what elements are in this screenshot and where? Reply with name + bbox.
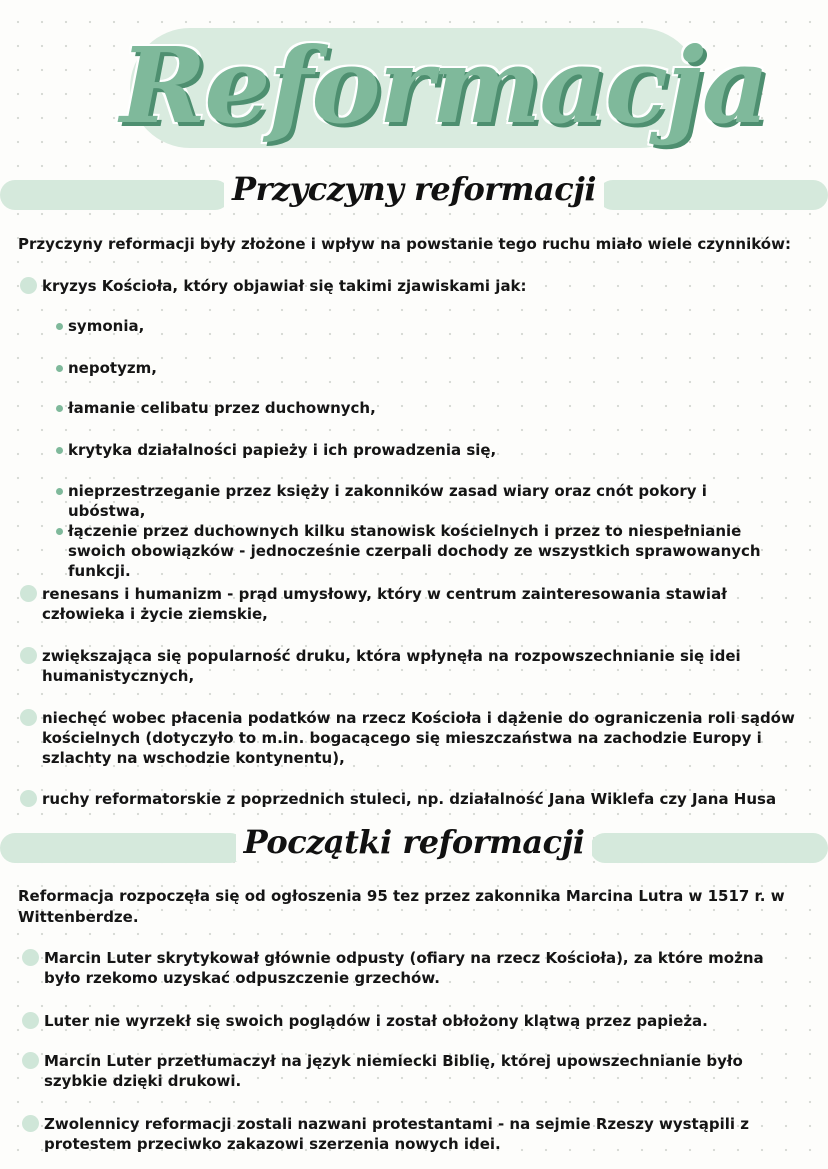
page-title: Reformacja	[120, 24, 768, 147]
bullet-dot	[22, 1012, 39, 1029]
list-item: renesans i humanizm - prąd umysłowy, który w centrum zainteresowania stawiał człowieka i życie ziemskie,	[42, 585, 727, 623]
list-item: Luter nie wyrzekł się swoich poglądów i został obłożony klątwą przez papieża.	[44, 1012, 708, 1030]
section-intro: Przyczyny reformacji były złożone i wpływ na powstanie tego ruchu miało wiele czynników:	[18, 235, 791, 253]
bullet-dot	[22, 1115, 39, 1132]
bullet-dot	[20, 790, 37, 807]
sub-bullet-dot	[56, 323, 63, 330]
sub-list-item: nieprzestrzeganie przez księży i zakonników zasad wiary oraz cnót pokory i ubóstwa,	[68, 482, 707, 520]
bullet-dot	[20, 277, 37, 294]
list-item: kryzys Kościoła, który objawiał się takimi zjawiskami jak:	[42, 277, 527, 295]
sub-bullet-dot	[56, 528, 63, 535]
list-item: ruchy reformatorskie z poprzednich stuleci, np. działalność Jana Wiklefa czy Jana Husa	[42, 790, 777, 808]
sub-list-item: nepotyzm,	[68, 359, 157, 377]
list-item: Zwolennicy reformacji zostali nazwani protestantami - na sejmie Rzeszy wystąpili z protestem przeciwko zakazowi szerzenia nowych idei.	[44, 1115, 749, 1153]
sub-list-item: łamanie celibatu przez duchownych,	[68, 399, 376, 417]
sub-list-item: krytyka działalności papieży i ich prowadzenia się,	[68, 441, 497, 459]
list-item: Marcin Luter skrytykował głównie odpusty (ofiary na rzecz Kościoła), za które można było rzekomo uzyskać odpuszczenie grzechów.	[44, 949, 764, 987]
bullet-dot	[22, 1052, 39, 1069]
section-heading-causes: Przyczyny reformacji	[0, 170, 828, 208]
sub-bullet-dot	[56, 365, 63, 372]
bullet-dot	[20, 709, 37, 726]
list-item: zwiększająca się popularność druku, która wpłynęła na rozpowszechnianie się idei humanistycznych,	[42, 647, 741, 685]
bullet-dot	[22, 949, 39, 966]
section-heading-beginnings: Początki reformacji	[0, 823, 828, 861]
sub-bullet-dot	[56, 447, 63, 454]
sub-list-item: łączenie przez duchownych kilku stanowisk kościelnych i przez to niespełnianie swoich obowiązków - jednocześnie czerpali dochody ze wszystkich sprawowanych funkcji.	[68, 522, 761, 580]
list-item: Marcin Luter przetłumaczył na język niemiecki Biblię, której upowszechnianie było szybkie dzięki drukowi.	[44, 1052, 743, 1090]
section-intro: Reformacja rozpoczęła się od ogłoszenia 95 tez przez zakonnika Marcina Lutra w 1517 r. w Wittenberdze.	[18, 887, 785, 926]
sub-bullet-dot	[56, 488, 63, 495]
sub-list-item: symonia,	[68, 317, 145, 335]
list-item: niechęć wobec płacenia podatków na rzecz Kościoła i dążenie do ograniczenia roli sądów kościelnych (dotyczyło to m.in. bogacącego się mieszczaństwa na zachodzie Europy i szlachty na wschodzie kontynentu),	[42, 709, 795, 767]
bullet-dot	[20, 647, 37, 664]
sub-bullet-dot	[56, 405, 63, 412]
title-block	[120, 10, 768, 170]
bullet-dot	[20, 585, 37, 602]
